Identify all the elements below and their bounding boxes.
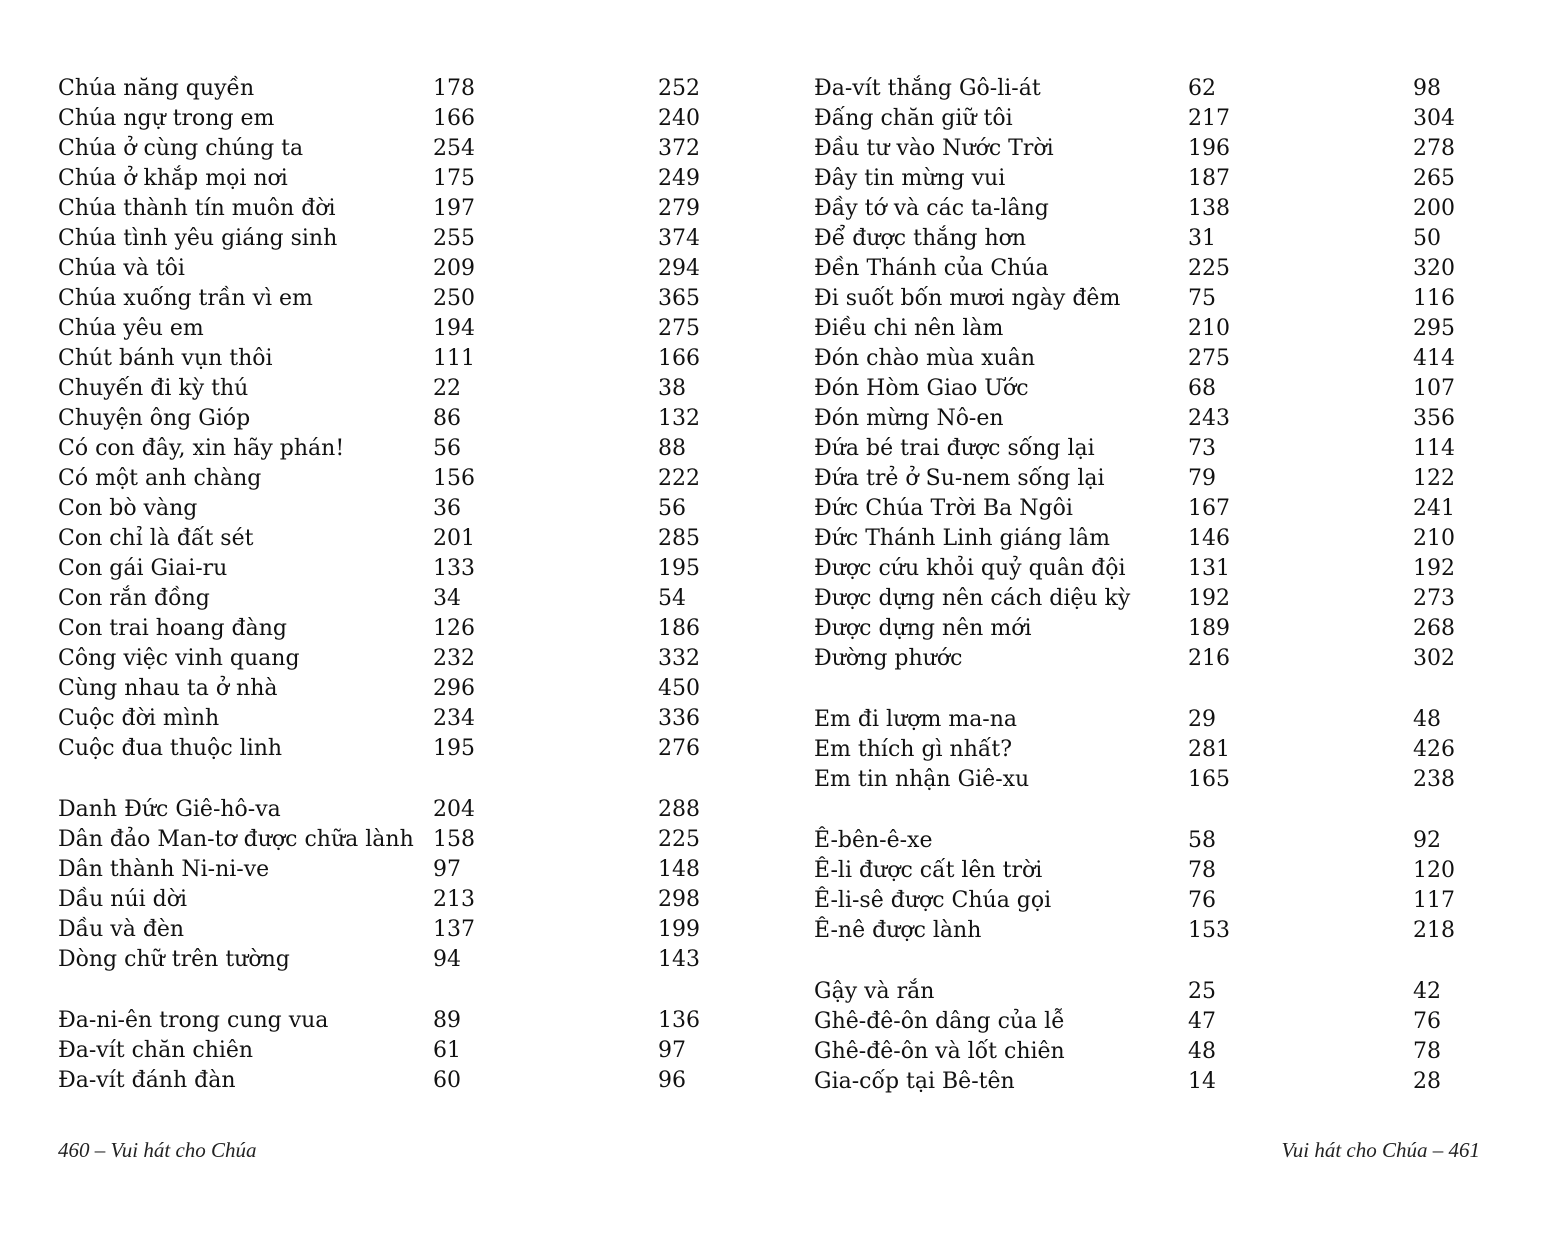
entry-page: 278 bbox=[1413, 136, 1455, 161]
index-list bbox=[58, 74, 774, 1096]
entry-page: 222 bbox=[658, 466, 700, 491]
entry-page: 186 bbox=[658, 616, 700, 641]
entry-page: 276 bbox=[658, 736, 700, 761]
entry-title: Cuộc đời mình bbox=[58, 706, 220, 731]
entry-page: 285 bbox=[658, 526, 700, 551]
index-entry bbox=[814, 856, 1548, 886]
index-entry bbox=[58, 374, 774, 404]
index-entry bbox=[814, 916, 1548, 946]
entry-title: Chúa và tôi bbox=[58, 256, 185, 281]
entry-title: Ê-li-sê được Chúa gọi bbox=[814, 888, 1052, 913]
entry-page: 336 bbox=[658, 706, 700, 731]
entry-number: 36 bbox=[433, 496, 461, 521]
entry-title: Đa-ni-ên trong cung vua bbox=[58, 1008, 329, 1033]
entry-page: 365 bbox=[658, 286, 700, 311]
entry-number: 89 bbox=[433, 1008, 461, 1033]
entry-number: 216 bbox=[1188, 646, 1230, 671]
entry-title: Chúa ở cùng chúng ta bbox=[58, 136, 304, 161]
index-entry bbox=[58, 825, 774, 855]
entry-page: 295 bbox=[1413, 316, 1455, 341]
index-entry bbox=[814, 74, 1548, 104]
index-entry bbox=[814, 977, 1548, 1007]
entry-number: 138 bbox=[1188, 196, 1230, 221]
entry-title: Đức Chúa Trời Ba Ngôi bbox=[814, 496, 1073, 521]
entry-title: Gia-cốp tại Bê-tên bbox=[814, 1069, 1015, 1094]
entry-title: Ghê-đê-ôn dâng của lễ bbox=[814, 1009, 1065, 1034]
index-entry bbox=[814, 826, 1548, 856]
index-entry bbox=[58, 404, 774, 434]
entry-title: Đầu tư vào Nước Trời bbox=[814, 136, 1054, 161]
entry-page: 192 bbox=[1413, 556, 1455, 581]
index-entry bbox=[814, 886, 1548, 916]
entry-number: 86 bbox=[433, 406, 461, 431]
index-entry bbox=[58, 674, 774, 704]
entry-number: 94 bbox=[433, 947, 461, 972]
entry-number: 60 bbox=[433, 1068, 461, 1093]
index-entry bbox=[814, 584, 1548, 614]
index-entry bbox=[814, 705, 1548, 735]
entry-number: 68 bbox=[1188, 376, 1216, 401]
entry-page: 275 bbox=[658, 316, 700, 341]
index-entry bbox=[58, 855, 774, 885]
entry-title: Đa-vít chăn chiên bbox=[58, 1038, 254, 1063]
entry-number: 78 bbox=[1188, 858, 1216, 883]
entry-number: 56 bbox=[433, 436, 461, 461]
entry-title: Em thích gì nhất? bbox=[814, 737, 1013, 762]
index-entry bbox=[58, 494, 774, 524]
entry-number: 31 bbox=[1188, 226, 1216, 251]
index-entry bbox=[814, 254, 1548, 284]
index-entry bbox=[58, 104, 774, 134]
entry-page: 210 bbox=[1413, 526, 1455, 551]
entry-page: 97 bbox=[658, 1038, 686, 1063]
index-entry bbox=[58, 1006, 774, 1036]
entry-title: Em tin nhận Giê-xu bbox=[814, 767, 1030, 792]
index-entry bbox=[814, 1067, 1548, 1097]
entry-page: 304 bbox=[1413, 106, 1455, 131]
index-entry bbox=[58, 74, 774, 104]
entry-page: 143 bbox=[658, 947, 700, 972]
entry-page: 200 bbox=[1413, 196, 1455, 221]
entry-title: Cùng nhau ta ở nhà bbox=[58, 676, 278, 701]
entry-number: 275 bbox=[1188, 346, 1230, 371]
entry-title: Ê-bên-ê-xe bbox=[814, 828, 933, 853]
entry-page: 92 bbox=[1413, 828, 1441, 853]
entry-title: Ê-li được cất lên trời bbox=[814, 858, 1043, 883]
entry-title: Chúa năng quyền bbox=[58, 76, 255, 101]
index-entry bbox=[58, 584, 774, 614]
index-entry bbox=[58, 134, 774, 164]
index-entry bbox=[814, 374, 1548, 404]
entry-title: Con gái Giai-ru bbox=[58, 556, 228, 581]
entry-page: 372 bbox=[658, 136, 700, 161]
group-spacer bbox=[58, 975, 774, 1006]
entry-page: 238 bbox=[1413, 767, 1455, 792]
index-entry bbox=[58, 254, 774, 284]
entry-page: 132 bbox=[658, 406, 700, 431]
entry-title: Ê-nê được lành bbox=[814, 918, 982, 943]
index-entry bbox=[814, 134, 1548, 164]
index-entry bbox=[58, 795, 774, 825]
entry-title: Dòng chữ trên tường bbox=[58, 947, 290, 972]
entry-title: Để được thắng hơn bbox=[814, 226, 1027, 251]
entry-page: 374 bbox=[658, 226, 700, 251]
entry-title: Dầu núi dời bbox=[58, 887, 188, 912]
entry-number: 209 bbox=[433, 256, 475, 281]
entry-number: 156 bbox=[433, 466, 475, 491]
entry-page: 114 bbox=[1413, 436, 1455, 461]
entry-title: Dầu và đèn bbox=[58, 917, 185, 942]
entry-number: 197 bbox=[433, 196, 475, 221]
index-entry bbox=[58, 945, 774, 975]
right-page bbox=[774, 0, 1548, 1240]
index-entry bbox=[814, 1037, 1548, 1067]
entry-page: 199 bbox=[658, 917, 700, 942]
entry-number: 111 bbox=[433, 346, 475, 371]
entry-number: 34 bbox=[433, 586, 461, 611]
entry-page: 195 bbox=[658, 556, 700, 581]
entry-page: 38 bbox=[658, 376, 686, 401]
entry-number: 189 bbox=[1188, 616, 1230, 641]
entry-title: Em đi lượm ma-na bbox=[814, 707, 1018, 732]
index-entry bbox=[58, 284, 774, 314]
index-entry bbox=[814, 765, 1548, 795]
entry-title: Được cứu khỏi quỷ quân đội bbox=[814, 556, 1126, 581]
index-entry bbox=[814, 464, 1548, 494]
index-entry bbox=[814, 524, 1548, 554]
entry-number: 201 bbox=[433, 526, 475, 551]
entry-title: Ghê-đê-ôn và lốt chiên bbox=[814, 1039, 1065, 1064]
entry-page: 288 bbox=[658, 797, 700, 822]
index-entry bbox=[58, 224, 774, 254]
entry-number: 232 bbox=[433, 646, 475, 671]
entry-number: 97 bbox=[433, 857, 461, 882]
index-entry bbox=[58, 314, 774, 344]
index-entry bbox=[814, 434, 1548, 464]
entry-page: 28 bbox=[1413, 1069, 1441, 1094]
entry-title: Đón mừng Nô-en bbox=[814, 406, 1004, 431]
entry-title: Chút bánh vụn thôi bbox=[58, 346, 273, 371]
entry-page: 98 bbox=[1413, 76, 1441, 101]
index-entry bbox=[58, 1066, 774, 1096]
entry-title: Công việc vinh quang bbox=[58, 646, 300, 671]
group-spacer bbox=[814, 674, 1548, 705]
entry-title: Được dựng nên mới bbox=[814, 616, 1032, 641]
index-entry bbox=[58, 464, 774, 494]
entry-number: 225 bbox=[1188, 256, 1230, 281]
entry-number: 79 bbox=[1188, 466, 1216, 491]
entry-page: 279 bbox=[658, 196, 700, 221]
entry-title: Đa-vít thắng Gô-li-át bbox=[814, 76, 1041, 101]
entry-title: Đa-vít đánh đàn bbox=[58, 1068, 236, 1093]
index-entry bbox=[814, 554, 1548, 584]
index-entry bbox=[58, 344, 774, 374]
entry-page: 218 bbox=[1413, 918, 1455, 943]
entry-title: Đền Thánh của Chúa bbox=[814, 256, 1049, 281]
index-entry bbox=[58, 704, 774, 734]
index-entry bbox=[814, 404, 1548, 434]
index-entry bbox=[58, 194, 774, 224]
index-entry bbox=[58, 644, 774, 674]
entry-number: 47 bbox=[1188, 1009, 1216, 1034]
entry-number: 58 bbox=[1188, 828, 1216, 853]
entry-page: 117 bbox=[1413, 888, 1455, 913]
entry-page: 116 bbox=[1413, 286, 1455, 311]
entry-number: 48 bbox=[1188, 1039, 1216, 1064]
entry-title: Con bò vàng bbox=[58, 496, 198, 521]
group-spacer bbox=[814, 946, 1548, 977]
entry-number: 195 bbox=[433, 736, 475, 761]
entry-title: Chúa thành tín muôn đời bbox=[58, 196, 336, 221]
entry-title: Đấng chăn giữ tôi bbox=[814, 106, 1013, 131]
entry-page: 148 bbox=[658, 857, 700, 882]
entry-page: 240 bbox=[658, 106, 700, 131]
entry-page: 50 bbox=[1413, 226, 1441, 251]
entry-title: Điều chi nên làm bbox=[814, 316, 1004, 341]
index-entry bbox=[814, 224, 1548, 254]
index-entry bbox=[58, 734, 774, 764]
entry-number: 75 bbox=[1188, 286, 1216, 311]
entry-number: 178 bbox=[433, 76, 475, 101]
entry-title: Con rắn đồng bbox=[58, 586, 210, 611]
entry-number: 204 bbox=[433, 797, 475, 822]
entry-number: 167 bbox=[1188, 496, 1230, 521]
index-entry bbox=[814, 1007, 1548, 1037]
entry-page: 241 bbox=[1413, 496, 1455, 521]
index-entry bbox=[58, 614, 774, 644]
entry-number: 210 bbox=[1188, 316, 1230, 341]
entry-page: 356 bbox=[1413, 406, 1455, 431]
entry-page: 302 bbox=[1413, 646, 1455, 671]
entry-page: 294 bbox=[658, 256, 700, 281]
group-spacer bbox=[814, 795, 1548, 826]
entry-number: 76 bbox=[1188, 888, 1216, 913]
entry-page: 107 bbox=[1413, 376, 1455, 401]
entry-page: 78 bbox=[1413, 1039, 1441, 1064]
entry-number: 62 bbox=[1188, 76, 1216, 101]
index-entry bbox=[814, 194, 1548, 224]
entry-page: 450 bbox=[658, 676, 700, 701]
entry-page: 225 bbox=[658, 827, 700, 852]
entry-page: 426 bbox=[1413, 737, 1455, 762]
entry-page: 42 bbox=[1413, 979, 1441, 1004]
entry-title: Chúa ngự trong em bbox=[58, 106, 275, 131]
page-footer: Vui hát cho Chúa – 461 bbox=[1281, 1138, 1480, 1162]
entry-number: 213 bbox=[433, 887, 475, 912]
index-entry bbox=[814, 344, 1548, 374]
entry-page: 88 bbox=[658, 436, 686, 461]
entry-page: 56 bbox=[658, 496, 686, 521]
entry-page: 249 bbox=[658, 166, 700, 191]
page-footer: 460 – Vui hát cho Chúa bbox=[58, 1138, 257, 1162]
entry-number: 234 bbox=[433, 706, 475, 731]
index-entry bbox=[814, 284, 1548, 314]
index-entry bbox=[58, 434, 774, 464]
entry-page: 332 bbox=[658, 646, 700, 671]
entry-page: 166 bbox=[658, 346, 700, 371]
entry-title: Đứa bé trai được sống lại bbox=[814, 436, 1095, 461]
entry-number: 29 bbox=[1188, 707, 1216, 732]
entry-number: 165 bbox=[1188, 767, 1230, 792]
index-entry bbox=[58, 1036, 774, 1066]
entry-title: Đức Thánh Linh giáng lâm bbox=[814, 526, 1111, 551]
entry-title: Chúa tình yêu giáng sinh bbox=[58, 226, 338, 251]
entry-page: 96 bbox=[658, 1068, 686, 1093]
entry-number: 73 bbox=[1188, 436, 1216, 461]
entry-page: 48 bbox=[1413, 707, 1441, 732]
entry-number: 22 bbox=[433, 376, 461, 401]
entry-number: 153 bbox=[1188, 918, 1230, 943]
index-entry bbox=[814, 104, 1548, 134]
entry-number: 217 bbox=[1188, 106, 1230, 131]
index-entry bbox=[814, 614, 1548, 644]
index-list bbox=[814, 74, 1548, 1097]
entry-number: 254 bbox=[433, 136, 475, 161]
entry-page: 252 bbox=[658, 76, 700, 101]
entry-title: Chúa xuống trần vì em bbox=[58, 286, 313, 311]
entry-title: Chúa ở khắp mọi nơi bbox=[58, 166, 288, 191]
entry-title: Con trai hoang đàng bbox=[58, 616, 287, 641]
index-entry bbox=[814, 164, 1548, 194]
entry-number: 250 bbox=[433, 286, 475, 311]
entry-page: 120 bbox=[1413, 858, 1455, 883]
entry-title: Cuộc đua thuộc linh bbox=[58, 736, 283, 761]
entry-title: Con chỉ là đất sét bbox=[58, 526, 254, 551]
entry-number: 131 bbox=[1188, 556, 1230, 581]
entry-title: Đây tin mừng vui bbox=[814, 166, 1006, 191]
entry-number: 175 bbox=[433, 166, 475, 191]
entry-page: 320 bbox=[1413, 256, 1455, 281]
entry-number: 194 bbox=[433, 316, 475, 341]
entry-title: Chúa yêu em bbox=[58, 316, 204, 341]
entry-page: 265 bbox=[1413, 166, 1455, 191]
entry-number: 196 bbox=[1188, 136, 1230, 161]
entry-title: Đón Hòm Giao Ước bbox=[814, 376, 1029, 401]
entry-page: 414 bbox=[1413, 346, 1455, 371]
entry-page: 136 bbox=[658, 1008, 700, 1033]
entry-number: 137 bbox=[433, 917, 475, 942]
entry-number: 25 bbox=[1188, 979, 1216, 1004]
entry-title: Dân đảo Man-tơ được chữa lành bbox=[58, 827, 414, 852]
entry-title: Được dựng nên cách diệu kỳ bbox=[814, 586, 1131, 611]
entry-number: 187 bbox=[1188, 166, 1230, 191]
entry-title: Danh Đức Giê-hô-va bbox=[58, 797, 281, 822]
entry-number: 158 bbox=[433, 827, 475, 852]
entry-title: Đi suốt bốn mươi ngày đêm bbox=[814, 286, 1121, 311]
entry-number: 61 bbox=[433, 1038, 461, 1063]
entry-page: 273 bbox=[1413, 586, 1455, 611]
group-spacer bbox=[58, 764, 774, 795]
index-entry bbox=[814, 494, 1548, 524]
index-entry bbox=[58, 885, 774, 915]
index-entry bbox=[814, 314, 1548, 344]
entry-number: 296 bbox=[433, 676, 475, 701]
index-entry bbox=[58, 915, 774, 945]
entry-page: 298 bbox=[658, 887, 700, 912]
entry-page: 54 bbox=[658, 586, 686, 611]
entry-title: Gậy và rắn bbox=[814, 979, 935, 1004]
entry-number: 166 bbox=[433, 106, 475, 131]
entry-title: Đầy tớ và các ta-lâng bbox=[814, 196, 1049, 221]
entry-number: 192 bbox=[1188, 586, 1230, 611]
entry-title: Dân thành Ni-ni-ve bbox=[58, 857, 270, 882]
index-entry bbox=[814, 735, 1548, 765]
entry-page: 76 bbox=[1413, 1009, 1441, 1034]
entry-number: 14 bbox=[1188, 1069, 1216, 1094]
index-entry bbox=[58, 164, 774, 194]
entry-number: 146 bbox=[1188, 526, 1230, 551]
entry-number: 126 bbox=[433, 616, 475, 641]
index-entry bbox=[58, 524, 774, 554]
entry-title: Đứa trẻ ở Su-nem sống lại bbox=[814, 466, 1105, 491]
entry-title: Đón chào mùa xuân bbox=[814, 346, 1036, 371]
entry-title: Có con đây, xin hãy phán! bbox=[58, 436, 345, 461]
index-entry bbox=[814, 644, 1548, 674]
index-entry bbox=[58, 554, 774, 584]
entry-number: 133 bbox=[433, 556, 475, 581]
entry-title: Có một anh chàng bbox=[58, 466, 262, 491]
entry-page: 268 bbox=[1413, 616, 1455, 641]
entry-number: 243 bbox=[1188, 406, 1230, 431]
entry-page: 122 bbox=[1413, 466, 1455, 491]
entry-number: 255 bbox=[433, 226, 475, 251]
entry-title: Chuyện ông Gióp bbox=[58, 406, 251, 431]
entry-number: 281 bbox=[1188, 737, 1230, 762]
entry-title: Đường phước bbox=[814, 646, 963, 671]
entry-title: Chuyến đi kỳ thú bbox=[58, 376, 249, 401]
